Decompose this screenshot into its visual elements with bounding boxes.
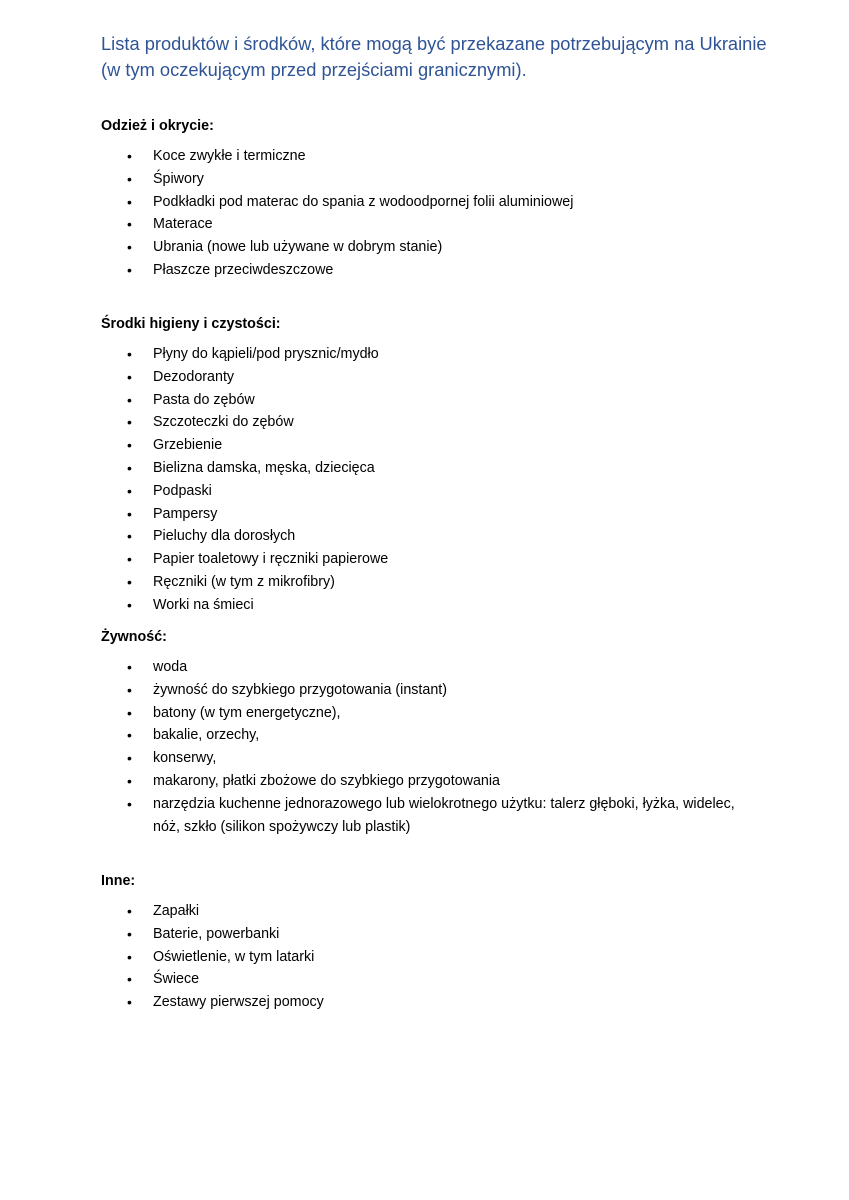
bullet-icon: • — [127, 391, 132, 408]
list-item: • Śpiwory — [0, 168, 849, 191]
bullet-icon: • — [127, 459, 132, 476]
list-food — [0, 656, 849, 838]
bullet-icon: • — [127, 727, 132, 744]
list-item: • Materace — [0, 213, 849, 236]
list-item: • bakalie, orzechy, — [0, 724, 849, 747]
bullet-icon: • — [127, 573, 132, 590]
list-item: • woda — [0, 656, 849, 679]
bullet-icon: • — [127, 948, 132, 965]
list-item: • Worki na śmieci — [0, 594, 849, 617]
bullet-icon: • — [127, 346, 132, 362]
list-item: • makarony, płatki zbożowe do szybkiego przygotowania — [0, 770, 849, 793]
bullet-icon: • — [127, 505, 132, 522]
section-heading-other: Inne: — [101, 873, 136, 889]
list-item: • Pasta do zębów — [0, 389, 849, 412]
bullet-icon: • — [127, 261, 132, 278]
list-item: • Koce zwykłe i termiczne — [0, 145, 849, 168]
list-item: • Podkładki pod materac do spania z wodoodpornej folii aluminiowej — [0, 191, 849, 214]
bullet-icon: • — [127, 772, 132, 789]
bullet-icon: • — [127, 482, 132, 499]
list-item: • Oświetlenie, w tym latarki — [0, 946, 849, 969]
list-item: • Papier toaletowy i ręczniki papierowe — [0, 548, 849, 571]
list-item: • Pampersy — [0, 503, 849, 526]
list-item: • Świece — [0, 968, 849, 991]
bullet-icon: • — [127, 994, 132, 1011]
section-heading-food: Żywność: — [101, 629, 167, 645]
bullet-icon: • — [127, 903, 132, 919]
list-item: • narzędzia kuchenne jednorazowego lub wielokrotnego użytku: talerz głęboki, łyżka, widelec, nóż, szkło (silikon spożywczy lub plastik) — [0, 793, 849, 839]
list-item: • Pieluchy dla dorosłych — [0, 525, 849, 548]
bullet-icon: • — [127, 528, 132, 545]
list-item: • Zestawy pierwszej pomocy — [0, 991, 849, 1014]
bullet-icon: • — [127, 414, 132, 431]
bullet-icon: • — [127, 216, 132, 233]
bullet-icon: • — [127, 437, 132, 454]
list-item: • konserwy, — [0, 747, 849, 770]
list-item: • Zapałki — [0, 900, 849, 923]
section-heading-hygiene: Środki higieny i czystości: — [101, 316, 281, 332]
list-item: • Grzebienie — [0, 434, 849, 457]
list-clothing — [0, 145, 849, 282]
list-item: • Płaszcze przeciwdeszczowe — [0, 259, 849, 282]
bullet-icon: • — [127, 925, 132, 942]
bullet-icon: • — [127, 368, 132, 385]
list-item: • żywność do szybkiego przygotowania (instant) — [0, 679, 849, 702]
bullet-icon: • — [127, 239, 132, 256]
bullet-icon: • — [127, 170, 132, 187]
bullet-icon: • — [127, 659, 132, 675]
list-other — [0, 900, 849, 1014]
list-hygiene — [0, 343, 849, 617]
section-heading-clothing: Odzież i okrycie: — [101, 118, 214, 134]
bullet-icon: • — [127, 795, 132, 812]
bullet-icon: • — [127, 750, 132, 767]
bullet-icon: • — [127, 193, 132, 210]
bullet-icon: • — [127, 596, 132, 613]
bullet-icon: • — [127, 971, 132, 988]
list-item: • Dezodoranty — [0, 366, 849, 389]
bullet-icon: • — [127, 681, 132, 698]
page-title: Lista produktów i środków, które mogą być przekazane potrzebującym na Ukrainie (w tym oczekującym przed przejściami granicznymi). — [101, 33, 767, 80]
bullet-icon: • — [127, 704, 132, 721]
bullet-icon: • — [127, 148, 132, 164]
list-item: • Płyny do kąpieli/pod prysznic/mydło — [0, 343, 849, 366]
list-item: • Baterie, powerbanki — [0, 923, 849, 946]
list-item: • Podpaski — [0, 480, 849, 503]
list-item: • Ręczniki (w tym z mikrofibry) — [0, 571, 849, 594]
list-item: • Bielizna damska, męska, dziecięca — [0, 457, 849, 480]
list-item: • batony (w tym energetyczne), — [0, 702, 849, 725]
list-item: • Szczoteczki do zębów — [0, 411, 849, 434]
list-item: • Ubrania (nowe lub używane w dobrym stanie) — [0, 236, 849, 259]
bullet-icon: • — [127, 551, 132, 568]
